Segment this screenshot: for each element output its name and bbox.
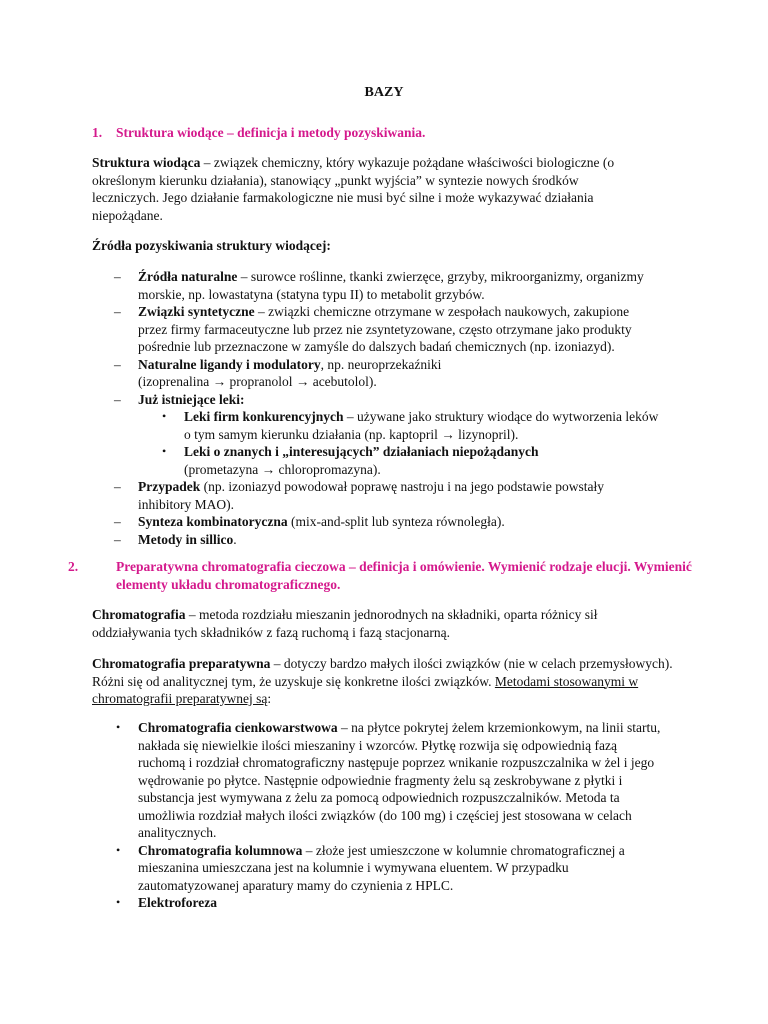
dash-marker: – <box>114 304 121 319</box>
dash-marker: – <box>114 531 121 547</box>
section2-number: 2. <box>68 559 79 574</box>
list-item <box>114 478 659 513</box>
list-item <box>114 391 659 479</box>
sources-heading-text: Źródła pozyskiwania struktury wiodącej: <box>92 238 331 253</box>
item-text: (np. izoniazyd powodował poprawę nastroju i na jego podstawie powstały inhibitory MAO). <box>138 479 605 512</box>
subitem-text: – używane jako struktury wiodące do wytworzenia leków o tym samym kierunku działania (np. kaptopril → lizynopril). <box>184 409 659 442</box>
lead-structure-definition <box>92 154 632 224</box>
method-item <box>114 894 664 912</box>
page-title: BAZY <box>364 85 404 100</box>
item-text-line2: (izoprenalina → propranolol → acebutolol). <box>138 374 377 389</box>
dash-marker: – <box>114 391 121 407</box>
bullet-marker: • <box>162 409 167 423</box>
item-term: Synteza kombinatoryczna <box>138 514 288 529</box>
item-term: Przypadek <box>138 479 201 494</box>
def-text: – związek chemiczny, który wykazuje pożądane właściwości biologiczne (o określonym kierunku działania), stanowiący „punkt wyjścia” w syntezie nowych środków leczniczych. Jego działanie farmakologiczne nie musi być silne i może wykazywać działania niepożądane. <box>92 155 615 223</box>
bullet-marker: • <box>116 720 121 734</box>
preparative-chromatography <box>92 655 682 708</box>
method-item <box>114 842 664 895</box>
bullet-marker: • <box>162 444 167 458</box>
method-term: Chromatografia kolumnowa <box>138 842 303 858</box>
subitem-text-line2: (prometazyna → chloropromazyna). <box>184 461 381 477</box>
bullet-marker: • <box>116 895 121 909</box>
dash-marker: – <box>114 356 121 372</box>
item-term: Związki syntetyczne <box>138 304 255 319</box>
method-term: Elektroforeza <box>138 895 217 910</box>
item-text: , np. neuroprzekaźniki <box>320 356 442 372</box>
dash-marker: – <box>114 514 121 529</box>
prep-text: – dotyczy bardzo małych ilości związków (nie w celach przemysłowych). Różni się od analitycznej tym, że uzyskuje się konkretne ilości związków. <box>92 656 673 689</box>
item-text: (mix-and-split lub synteza równoległa). <box>287 514 505 529</box>
list-item <box>114 531 659 549</box>
sources-heading <box>92 237 652 255</box>
method-text: – złoże jest umieszczone w kolumnie chromatograficznej a mieszanina umieszczana jest na kolumnie i wymywana eluentem. W przypadku zautomatyzowanej aparatury mamy do czynienia z HPLC. <box>138 842 625 893</box>
method-item <box>114 719 664 842</box>
chrom-term: Chromatografia <box>92 607 186 622</box>
method-term: Chromatografia cienkowarstwowa <box>138 720 338 735</box>
prep-colon: : <box>267 691 272 706</box>
subitem-term: Leki o znanych i „interesujących” działaniach niepożądanych <box>184 444 539 459</box>
method-text: – na płytce pokrytej żelem krzemionkowym, na linii startu, nakłada się niewielkie ilości mieszaniny i wzorców. Płytkę rozwija się odpowiednią fazą ruchomą i rozdział chromatograficzny następuje poprzez wnikanie rozpuszczalnika w żel i jego wędrowanie po płytce. Następnie odpowiednie fragmenty żelu są zeskrobywane z płytki i substancja jest wymywana z żelu za pomocą odpowiednich rozpuszczalników. Metoda ta umożliwia rozdział małych ilości związków (do 100 mg) i częściej jest stosowana w celach analitycznych. <box>138 720 661 840</box>
existing-drugs-sublist <box>160 408 659 478</box>
item-term: Metody in sillico <box>138 531 234 547</box>
item-term: Źródła naturalne <box>138 269 238 284</box>
sublist-item <box>160 408 659 443</box>
section2-heading <box>68 558 716 593</box>
section1-heading <box>92 124 692 142</box>
item-text: – surowce roślinne, tkanki zwierzęce, grzyby, mikroorganizmy, organizmy morskie, np. lowastatyna (statyna typu II) to metabolit grzybów. <box>138 269 644 302</box>
section1-number: 1. <box>92 125 103 140</box>
sublist-item <box>160 443 659 478</box>
section1-heading-text: Struktura wiodące – definicja i metody pozyskiwania. <box>116 125 426 140</box>
dash-marker: – <box>114 479 121 494</box>
prep-underlined: Metodami stosowanymi w chromatografii preparatywnej są <box>92 673 639 706</box>
list-item <box>114 303 659 356</box>
dash-marker: – <box>114 269 121 284</box>
chrom-text: – metoda rozdziału mieszanin jednorodnych na składniki, oparta różnicy sił oddziaływania tych składników z fazą ruchomą i fazą stacjonarną. <box>92 607 598 640</box>
prep-term: Chromatografia preparatywna <box>92 656 271 671</box>
list-item <box>114 268 659 303</box>
sources-list <box>114 268 659 548</box>
bullet-marker: • <box>116 842 121 857</box>
item-text: . <box>233 531 237 547</box>
list-item <box>114 356 659 391</box>
item-term: Naturalne ligandy i modulatory <box>138 356 321 372</box>
subitem-term: Leki firm konkurencyjnych <box>184 409 344 424</box>
methods-list <box>114 719 664 912</box>
item-term: Już istniejące leki: <box>138 391 245 407</box>
section2-heading-text: Preparatywna chromatografia cieczowa – definicja i omówienie. Wymienić rodzaje elucji. Wymienić elementy układu chromatograficznego. <box>116 559 692 592</box>
item-text: – związki chemiczne otrzymane w zespołach naukowych, zakupione przez firmy farmaceutyczne lub przez nie zsyntetyzowane, często otrzymane jako produkty pośrednie lub przeznaczone w zamyśle do dalszych badań chemicznych (np. izoniazyd). <box>138 304 632 354</box>
def-term: Struktura wiodąca <box>92 155 201 170</box>
list-item <box>114 513 659 531</box>
chromatography-definition <box>92 606 652 641</box>
